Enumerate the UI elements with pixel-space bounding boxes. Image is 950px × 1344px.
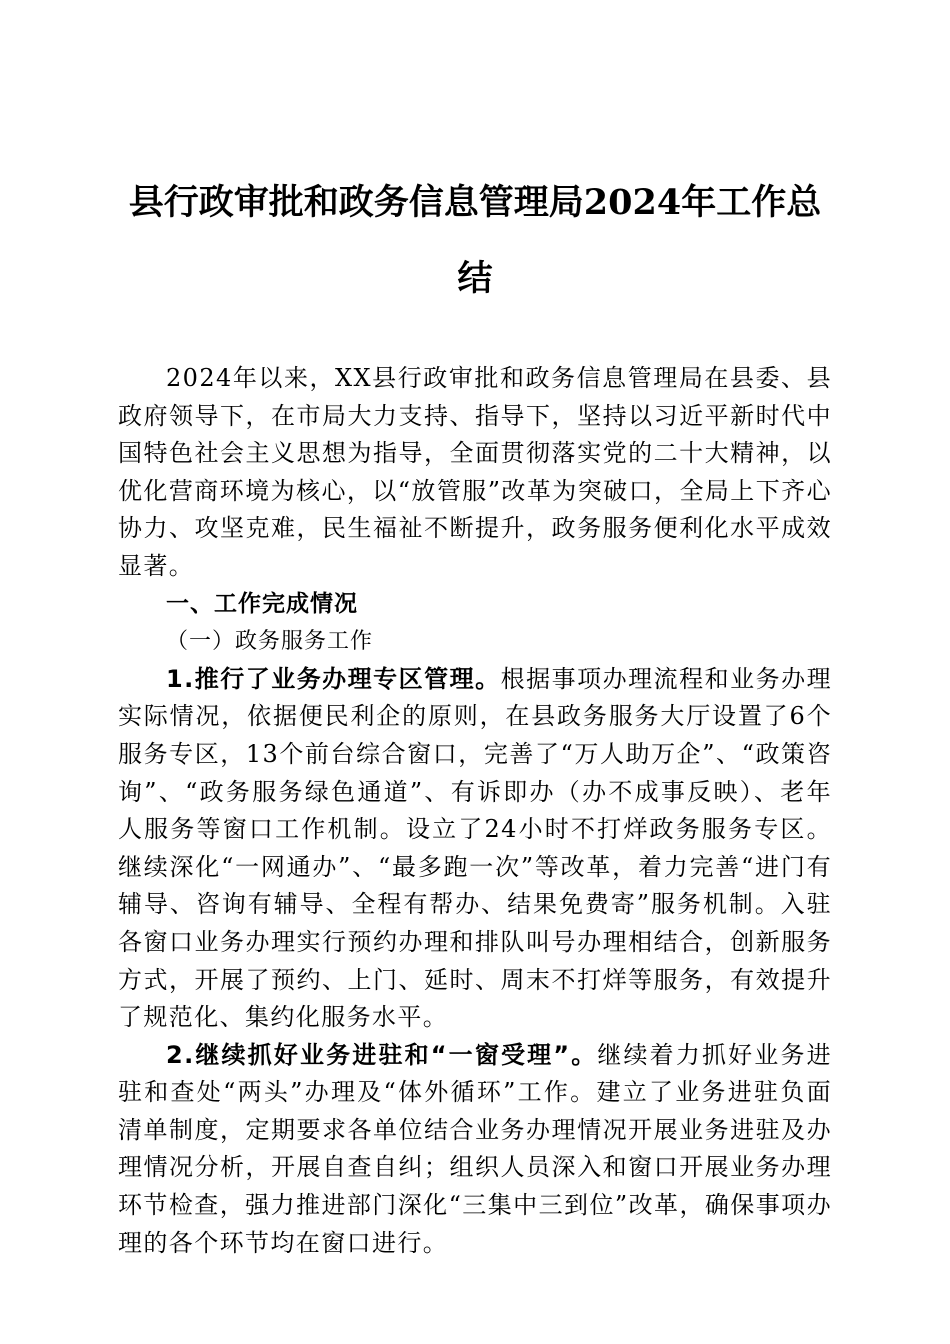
item-2-text: 继续着力抓好业务进驻和查处“两头”办理及“体外循环”工作。建立了业务进驻负面清单制度，定期要求各单位结合业务办理情况开展业务进驻及办理情况分析，开展自查自纠；组织人员深入和窗口开展业务办理环节检查，强力推进部门深化“三集中三到位”改革，确保事项办理的各个环节均在窗口进行。: [118, 1040, 832, 1257]
intro-paragraph: 2024年以来，XX县行政审批和政务信息管理局在县委、县政府领导下，在市局大力支持、指导下，坚持以习近平新时代中国特色社会主义思想为指导，全面贯彻落实党的二十大精神，以优化营商环境为核心，以“放管服”改革为突破口，全局上下齐心协力、攻坚克难，民生福祉不断提升，政务服务便利化水平成效显著。: [118, 364, 832, 580]
item-1-text: 根据事项办理流程和业务办理实际情况，依据便民利企的原则，在县政务服务大厅设置了6个服务专区，13个前台综合窗口，完善了“万人助万企”、“政策咨询”、“政务服务绿色通道”、有诉即办（办不成事反映）、老年人服务等窗口工作机制。设立了24小时不打烊政务服务专区。继续深化“一网通办”、“最多跑一次”等改革，着力完善“进门有辅导、咨询有辅导、全程有帮办、结果免费寄”服务机制。入驻各窗口业务办理实行预约办理和排队叫号办理相结合，创新服务方式，开展了预约、上门、延时、周末不打烊等服务，有效提升了规范化、集约化服务水平。: [118, 664, 832, 1032]
subsection-heading: （一）政务服务工作: [166, 629, 374, 655]
item-1-lead: 1.推行了业务办理专区管理。: [166, 664, 501, 693]
title-line-2: 结: [457, 258, 493, 299]
item-2-paragraph: [118, 1037, 832, 1263]
item-2-lead: 2.继续抓好业务进驻和“一窗受理”。: [166, 1040, 598, 1069]
item-1-paragraph: [118, 661, 832, 1037]
document-title: [118, 165, 832, 317]
document-body: [118, 360, 832, 1262]
title-line-1: 县行政审批和政务信息管理局2024年工作总: [128, 182, 822, 223]
section-heading: 一、工作完成情况: [166, 590, 358, 617]
